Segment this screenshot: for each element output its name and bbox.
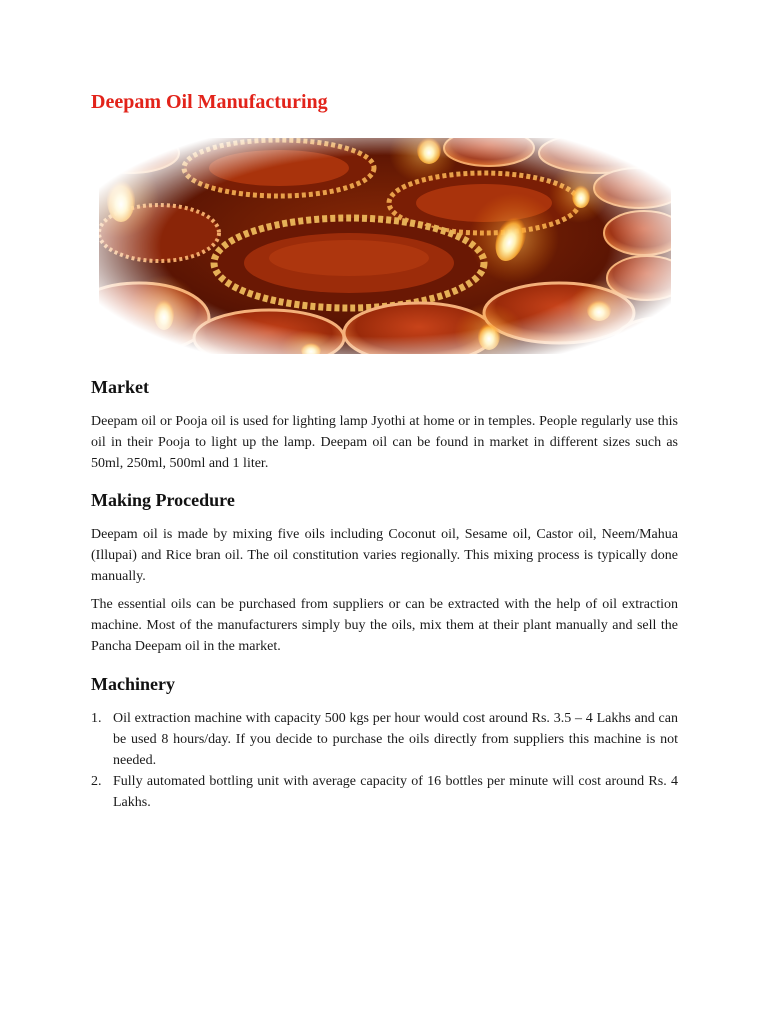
list-item-number: 1. [91, 711, 102, 726]
list-item-number: 2. [91, 774, 102, 789]
diya-lamps-image [99, 138, 671, 354]
market-paragraph: Deepam oil or Pooja oil is used for lighting lamp Jyothi at home or in temples. People regularly use this oil in their Pooja to light up the lamp. Deepam oil can be found in market in different sizes such as 50ml, 250ml, 500ml and 1 liter. [91, 414, 678, 471]
list-item-text: Oil extraction machine with capacity 500 kgs per hour would cost around Rs. 3.5 – 4 Lakhs and can be used 8 hours/day. If you decide to purchase the oils directly from suppliers this machine is not needed. [113, 711, 678, 768]
list-item [91, 771, 678, 813]
list-item-text: Fully automated bottling unit with average capacity of 16 bottles per minute will cost around Rs. 4 Lakhs. [113, 774, 678, 810]
page-title: Deepam Oil Manufacturing [91, 91, 328, 113]
list-item [91, 708, 678, 771]
making-procedure-paragraph-1: Deepam oil is made by mixing five oils including Coconut oil, Sesame oil, Castor oil, Neem/Mahua (Illupai) and Rice bran oil. The oil constitution varies regionally. This mixing process is typically done manually. [91, 527, 678, 584]
making-procedure-paragraph-2: The essential oils can be purchased from suppliers or can be extracted with the help of oil extraction machine. Most of the manufacturers simply buy the oils, mix them at their plant manually and sell the Pancha Deepam oil in the market. [91, 597, 678, 654]
machinery-heading: Machinery [91, 674, 175, 694]
ornate-lamp-center [214, 218, 484, 308]
machinery-list [91, 708, 678, 813]
market-heading: Market [91, 377, 149, 397]
making-procedure-heading: Making Procedure [91, 490, 235, 510]
